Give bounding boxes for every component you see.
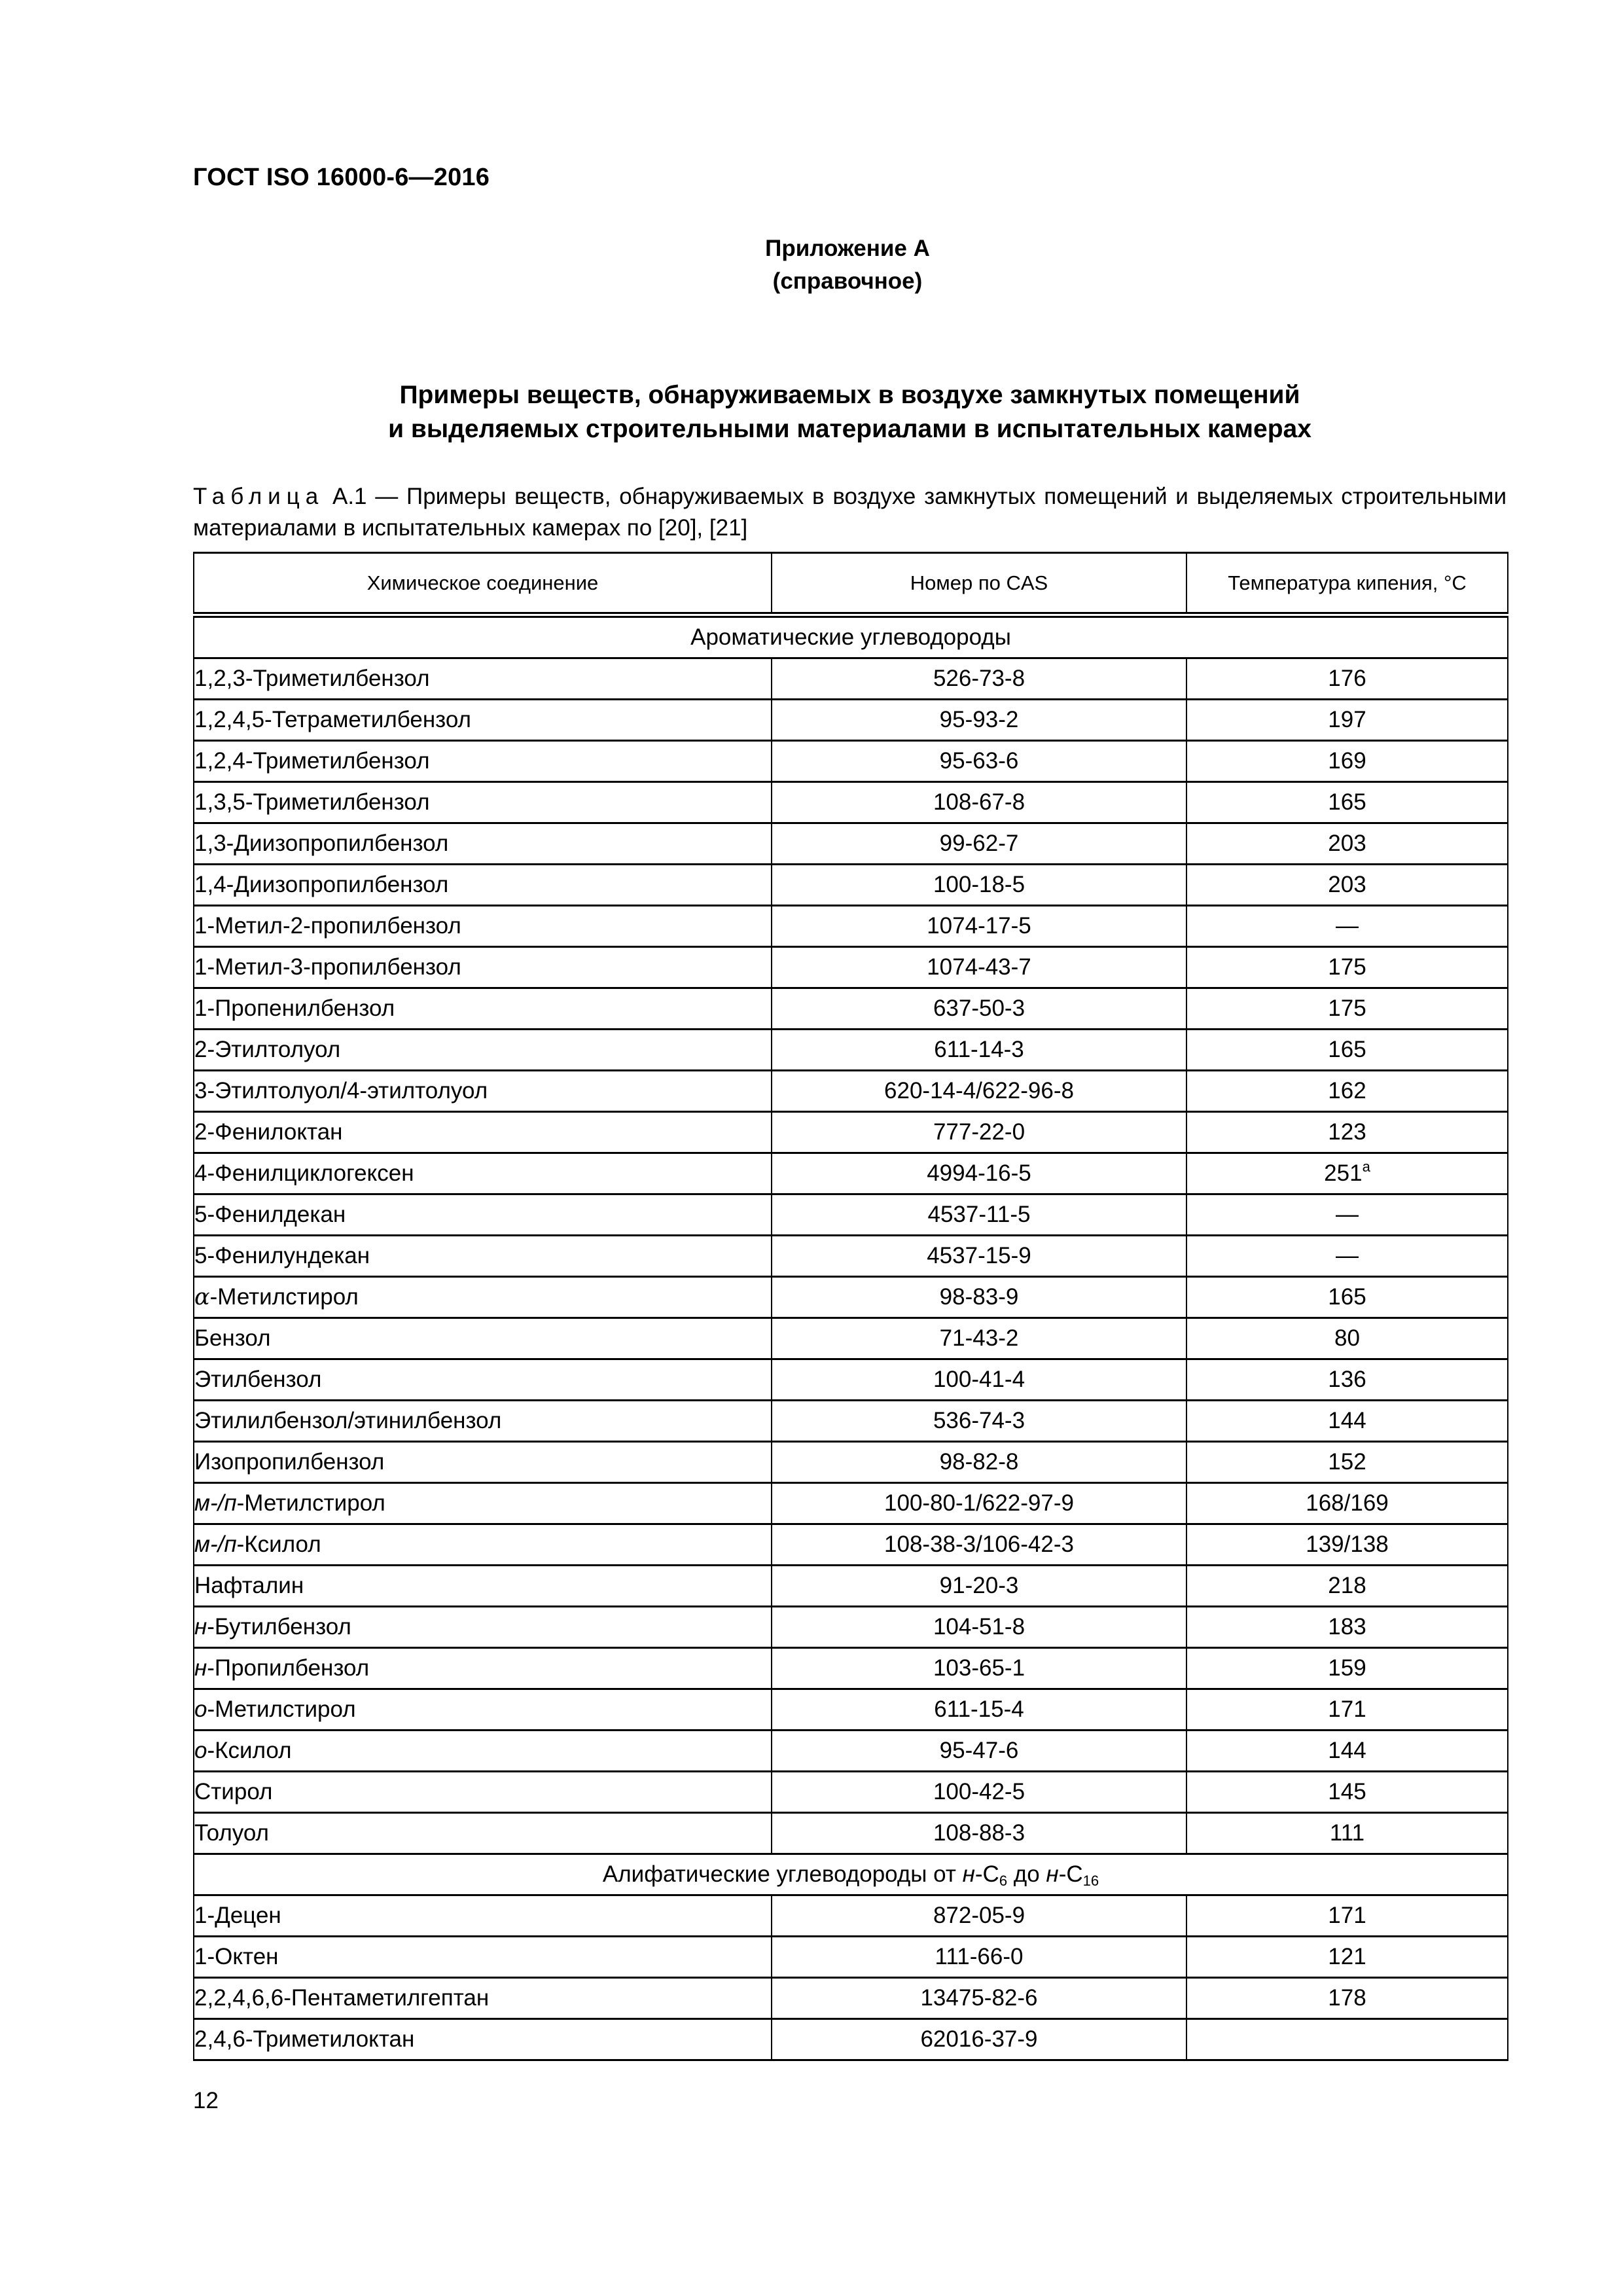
cas-number-cell: 100-41-4	[772, 1359, 1186, 1401]
cas-number-cell: 98-82-8	[772, 1442, 1186, 1483]
boiling-point-cell	[1186, 1607, 1508, 1648]
compound-cell	[194, 658, 772, 700]
compound-name: 1,3-Диизопропилбензол	[194, 831, 449, 856]
table-row	[194, 1978, 1508, 2019]
section-header-row	[194, 615, 1508, 658]
table-row	[194, 1359, 1508, 1401]
cas-number-cell: 777-22-0	[772, 1112, 1186, 1153]
compound-name: 4-Фенилциклогексен	[194, 1160, 414, 1186]
compound-name: 1,4-Диизопропилбензол	[194, 872, 449, 897]
compound-name: Этилбензол	[194, 1367, 322, 1392]
boiling-point-value: 144	[1328, 1408, 1366, 1433]
cas-number-cell: 4994-16-5	[772, 1153, 1186, 1194]
compound-cell	[194, 1937, 772, 1978]
compound-cell	[194, 1648, 772, 1689]
compound-name: 1,3,5-Триметилбензол	[194, 789, 430, 815]
boiling-point-cell	[1186, 782, 1508, 823]
table-row	[194, 988, 1508, 1030]
compound-name: -Метилстирол	[236, 1490, 385, 1516]
compound-cell	[194, 1442, 772, 1483]
boiling-point-cell	[1186, 1689, 1508, 1731]
compound-cell	[194, 1277, 772, 1318]
boiling-point-value: 121	[1328, 1944, 1366, 1969]
section-title-part: н	[1046, 1861, 1059, 1887]
boiling-point-cell	[1186, 1937, 1508, 1978]
compound-cell	[194, 1030, 772, 1071]
compound-cell	[194, 1607, 772, 1648]
compound-name: 1-Метил-2-пропилбензол	[194, 913, 461, 939]
boiling-point-value: 136	[1328, 1367, 1366, 1392]
compound-cell	[194, 1689, 772, 1731]
cas-number-cell: 620-14-4/622-96-8	[772, 1071, 1186, 1112]
boiling-point-cell	[1186, 1318, 1508, 1359]
section-title-part: 6	[999, 1873, 1008, 1889]
compound-name: -Метилстирол	[209, 1284, 359, 1310]
boiling-point-cell	[1186, 1194, 1508, 1236]
table-caption-label: Таблица	[193, 484, 325, 509]
cas-number-cell: 611-14-3	[772, 1030, 1186, 1071]
cas-number-cell: 95-47-6	[772, 1731, 1186, 1772]
compound-name: 1-Октен	[194, 1944, 279, 1969]
table-row	[194, 1772, 1508, 1813]
boiling-point-value: 152	[1328, 1449, 1366, 1475]
cas-number-cell: 100-80-1/622-97-9	[772, 1483, 1186, 1524]
table-row	[194, 1112, 1508, 1153]
compound-prefix: м-/п	[194, 1532, 237, 1557]
boiling-point-value: —	[1336, 1202, 1359, 1227]
compound-name: 3-Этилтолуол/4-этилтолуол	[194, 1078, 488, 1103]
boiling-point-value: 183	[1328, 1614, 1366, 1640]
compound-cell	[194, 782, 772, 823]
boiling-point-cell	[1186, 741, 1508, 782]
cas-number-cell: 13475-82-6	[772, 1978, 1186, 2019]
compound-cell	[194, 947, 772, 988]
boiling-point-cell	[1186, 947, 1508, 988]
compound-cell	[194, 1895, 772, 1937]
boiling-point-value: 168/169	[1306, 1490, 1389, 1516]
boiling-point-cell	[1186, 823, 1508, 865]
boiling-point-cell	[1186, 1731, 1508, 1772]
compound-cell	[194, 1359, 772, 1401]
compound-prefix: н	[194, 1655, 207, 1681]
cas-number-cell: 95-63-6	[772, 741, 1186, 782]
boiling-point-cell	[1186, 1359, 1508, 1401]
section-title	[194, 1854, 1508, 1895]
cas-number-cell: 536-74-3	[772, 1401, 1186, 1442]
compound-name: -Пропилбензол	[207, 1655, 370, 1681]
compound-cell	[194, 1318, 772, 1359]
boiling-point-value: 159	[1328, 1655, 1366, 1681]
table-caption-dash: —	[375, 484, 399, 509]
cas-number-cell: 4537-15-9	[772, 1236, 1186, 1277]
cas-number-cell: 637-50-3	[772, 988, 1186, 1030]
compound-name: 1-Пропенилбензол	[194, 996, 395, 1021]
compound-cell	[194, 1772, 772, 1813]
table-row	[194, 2019, 1508, 2060]
compound-name: Бензол	[194, 1325, 271, 1351]
boiling-point-cell	[1186, 1895, 1508, 1937]
compound-name: 1-Децен	[194, 1903, 281, 1928]
column-header-boiling-point: Температура кипения, °С	[1186, 553, 1508, 615]
substances-table	[193, 552, 1508, 2061]
table-row	[194, 1401, 1508, 1442]
cas-number-cell: 108-67-8	[772, 782, 1186, 823]
table-row	[194, 1689, 1508, 1731]
compound-cell	[194, 823, 772, 865]
table-row	[194, 1524, 1508, 1566]
boiling-point-cell	[1186, 658, 1508, 700]
compound-cell	[194, 1194, 772, 1236]
boiling-point-value: 144	[1328, 1738, 1366, 1763]
table-caption	[193, 481, 1507, 544]
table-row	[194, 1483, 1508, 1524]
compound-cell	[194, 1236, 772, 1277]
table-row	[194, 1277, 1508, 1318]
boiling-point-value: 139/138	[1306, 1532, 1389, 1557]
boiling-point-cell	[1186, 2019, 1508, 2060]
table-row	[194, 1194, 1508, 1236]
section-header-row	[194, 1854, 1508, 1895]
boiling-point-cell	[1186, 1772, 1508, 1813]
boiling-point-cell	[1186, 1030, 1508, 1071]
boiling-point-value: 203	[1328, 872, 1366, 897]
cas-number-cell: 98-83-9	[772, 1277, 1186, 1318]
compound-name: Толуол	[194, 1820, 269, 1846]
compound-name: 5-Фенилдекан	[194, 1202, 346, 1227]
boiling-point-value: 165	[1328, 1284, 1366, 1310]
document-code: ГОСТ ISO 16000-6—2016	[193, 164, 490, 191]
boiling-point-value: 197	[1328, 707, 1366, 732]
compound-cell	[194, 988, 772, 1030]
compound-cell	[194, 1524, 772, 1566]
section-title-part: -С	[974, 1861, 999, 1887]
boiling-point-value: 203	[1328, 831, 1366, 856]
compound-name: Этилилбензол/этинилбензол	[194, 1408, 502, 1433]
compound-name: 1,2,3-Триметилбензол	[194, 666, 430, 691]
column-header-compound: Химическое соединение	[194, 553, 772, 615]
compound-name: Стирол	[194, 1779, 273, 1804]
cas-number-cell: 4537-11-5	[772, 1194, 1186, 1236]
compound-cell	[194, 906, 772, 947]
compound-prefix: м-/п	[194, 1490, 237, 1516]
boiling-point-cell	[1186, 1483, 1508, 1524]
table-row	[194, 782, 1508, 823]
section-title-part: Алифатические углеводороды от	[602, 1861, 963, 1887]
boiling-point-cell	[1186, 988, 1508, 1030]
compound-cell	[194, 1978, 772, 2019]
table-row	[194, 865, 1508, 906]
boiling-point-value: 165	[1328, 1037, 1366, 1062]
section-title-part: 16	[1082, 1873, 1099, 1889]
compound-cell	[194, 1112, 772, 1153]
boiling-point-cell	[1186, 1236, 1508, 1277]
boiling-point-value: 251	[1324, 1160, 1363, 1186]
cas-number-cell: 872-05-9	[772, 1895, 1186, 1937]
boiling-point-value: 175	[1328, 996, 1366, 1021]
cas-number-cell: 611-15-4	[772, 1689, 1186, 1731]
cas-number-cell: 62016-37-9	[772, 2019, 1186, 2060]
boiling-point-cell	[1186, 1401, 1508, 1442]
compound-name: 1,2,4-Триметилбензол	[194, 748, 430, 774]
compound-prefix: α	[194, 1284, 210, 1310]
compound-name: Изопропилбензол	[194, 1449, 385, 1475]
compound-prefix: н	[194, 1614, 207, 1640]
boiling-point-value: 171	[1328, 1696, 1366, 1722]
compound-name: 2,4,6-Триметилоктан	[194, 2026, 415, 2052]
cas-number-cell: 108-88-3	[772, 1813, 1186, 1854]
section-title-part: до	[1007, 1861, 1046, 1887]
boiling-point-cell	[1186, 1648, 1508, 1689]
table-row	[194, 1937, 1508, 1978]
cas-number-cell: 1074-17-5	[772, 906, 1186, 947]
compound-prefix: о	[194, 1738, 207, 1763]
table-row	[194, 1071, 1508, 1112]
boiling-point-cell	[1186, 865, 1508, 906]
cas-number-cell: 526-73-8	[772, 658, 1186, 700]
cas-number-cell: 100-18-5	[772, 865, 1186, 906]
table-row	[194, 1236, 1508, 1277]
cas-number-cell: 99-62-7	[772, 823, 1186, 865]
table-row	[194, 1566, 1508, 1607]
boiling-point-value: 165	[1328, 789, 1366, 815]
boiling-point-value: 175	[1328, 954, 1366, 980]
section-title-part: -С	[1058, 1861, 1083, 1887]
compound-cell	[194, 1566, 772, 1607]
compound-cell	[194, 741, 772, 782]
table-row	[194, 1648, 1508, 1689]
compound-name: -Ксилол	[207, 1738, 292, 1763]
boiling-point-value: 123	[1328, 1119, 1366, 1145]
compound-cell	[194, 1483, 772, 1524]
compound-cell	[194, 2019, 772, 2060]
boiling-point-cell	[1186, 1112, 1508, 1153]
table-row	[194, 741, 1508, 782]
boiling-point-value: 169	[1328, 748, 1366, 774]
boiling-point-cell	[1186, 1071, 1508, 1112]
boiling-point-cell	[1186, 1277, 1508, 1318]
cas-number-cell: 100-42-5	[772, 1772, 1186, 1813]
cas-number-cell: 108-38-3/106-42-3	[772, 1524, 1186, 1566]
compound-cell	[194, 1813, 772, 1854]
table-caption-text: Примеры веществ, обнаруживаемых в воздухе замкнутых помещений и выделяемых строительными материалами в испытательных камерах по [20], [21]	[193, 484, 1507, 541]
table-row	[194, 1607, 1508, 1648]
compound-name: 2-Этилтолуол	[194, 1037, 341, 1062]
table-row	[194, 1442, 1508, 1483]
table-row	[194, 1895, 1508, 1937]
section-title: Ароматические углеводороды	[194, 615, 1508, 658]
boiling-point-value: 111	[1329, 1820, 1365, 1846]
compound-name: -Бутилбензол	[207, 1614, 351, 1640]
table-header-row	[194, 553, 1508, 615]
boiling-point-value: 162	[1328, 1078, 1366, 1103]
cas-number-cell: 71-43-2	[772, 1318, 1186, 1359]
section-title-part: н	[962, 1861, 975, 1887]
compound-name: Нафталин	[194, 1573, 304, 1598]
table-caption-number: А.1	[332, 484, 367, 509]
compound-cell	[194, 1071, 772, 1112]
compound-cell	[194, 1731, 772, 1772]
footnote-marker: a	[1362, 1158, 1370, 1175]
boiling-point-value: 176	[1328, 666, 1366, 691]
compound-name: 2-Фенилоктан	[194, 1119, 343, 1145]
table-row	[194, 1731, 1508, 1772]
boiling-point-cell	[1186, 1813, 1508, 1854]
boiling-point-cell	[1186, 1153, 1508, 1194]
compound-cell	[194, 700, 772, 741]
compound-name: 2,2,4,6,6-Пентаметилгептан	[194, 1985, 490, 2011]
table-row	[194, 906, 1508, 947]
cas-number-cell: 111-66-0	[772, 1937, 1186, 1978]
compound-name: -Метилстирол	[207, 1696, 356, 1722]
annex-type: (справочное)	[772, 268, 923, 294]
boiling-point-value: 80	[1334, 1325, 1360, 1351]
compound-name: 5-Фенилундекан	[194, 1243, 370, 1268]
boiling-point-cell	[1186, 1524, 1508, 1566]
column-header-cas: Номер по CAS	[772, 553, 1186, 615]
table-row	[194, 1153, 1508, 1194]
cas-number-cell: 95-93-2	[772, 700, 1186, 741]
table-row	[194, 1030, 1508, 1071]
table-row	[194, 1813, 1508, 1854]
cas-number-cell: 104-51-8	[772, 1607, 1186, 1648]
compound-name: -Ксилол	[236, 1532, 321, 1557]
table-row	[194, 658, 1508, 700]
boiling-point-cell	[1186, 906, 1508, 947]
compound-prefix: о	[194, 1696, 207, 1722]
boiling-point-value: 171	[1328, 1903, 1366, 1928]
cas-number-cell: 103-65-1	[772, 1648, 1186, 1689]
table-row	[194, 700, 1508, 741]
table-row	[194, 823, 1508, 865]
boiling-point-value: 145	[1328, 1779, 1366, 1804]
page-title-line-1: Примеры веществ, обнаруживаемых в воздухе замкнутых помещений	[399, 381, 1300, 409]
compound-cell	[194, 865, 772, 906]
compound-cell	[194, 1401, 772, 1442]
boiling-point-cell	[1186, 1978, 1508, 2019]
boiling-point-value: 218	[1328, 1573, 1366, 1598]
table-row	[194, 947, 1508, 988]
annex-title: Приложение А	[765, 236, 930, 261]
boiling-point-value: —	[1336, 913, 1359, 939]
boiling-point-value: —	[1336, 1243, 1359, 1268]
boiling-point-value: 178	[1328, 1985, 1366, 2011]
table-body	[194, 615, 1508, 2060]
boiling-point-cell	[1186, 1566, 1508, 1607]
page-number: 12	[193, 2088, 219, 2113]
compound-cell	[194, 1153, 772, 1194]
cas-number-cell: 91-20-3	[772, 1566, 1186, 1607]
cas-number-cell: 1074-43-7	[772, 947, 1186, 988]
table-row	[194, 1318, 1508, 1359]
boiling-point-cell	[1186, 700, 1508, 741]
page-title-line-2: и выделяемых строительными материалами в испытательных камерах	[388, 415, 1311, 443]
page-title	[193, 378, 1507, 446]
compound-name: 1,2,4,5-Тетраметилбензол	[194, 707, 471, 732]
boiling-point-cell	[1186, 1442, 1508, 1483]
compound-name: 1-Метил-3-пропилбензол	[194, 954, 461, 980]
